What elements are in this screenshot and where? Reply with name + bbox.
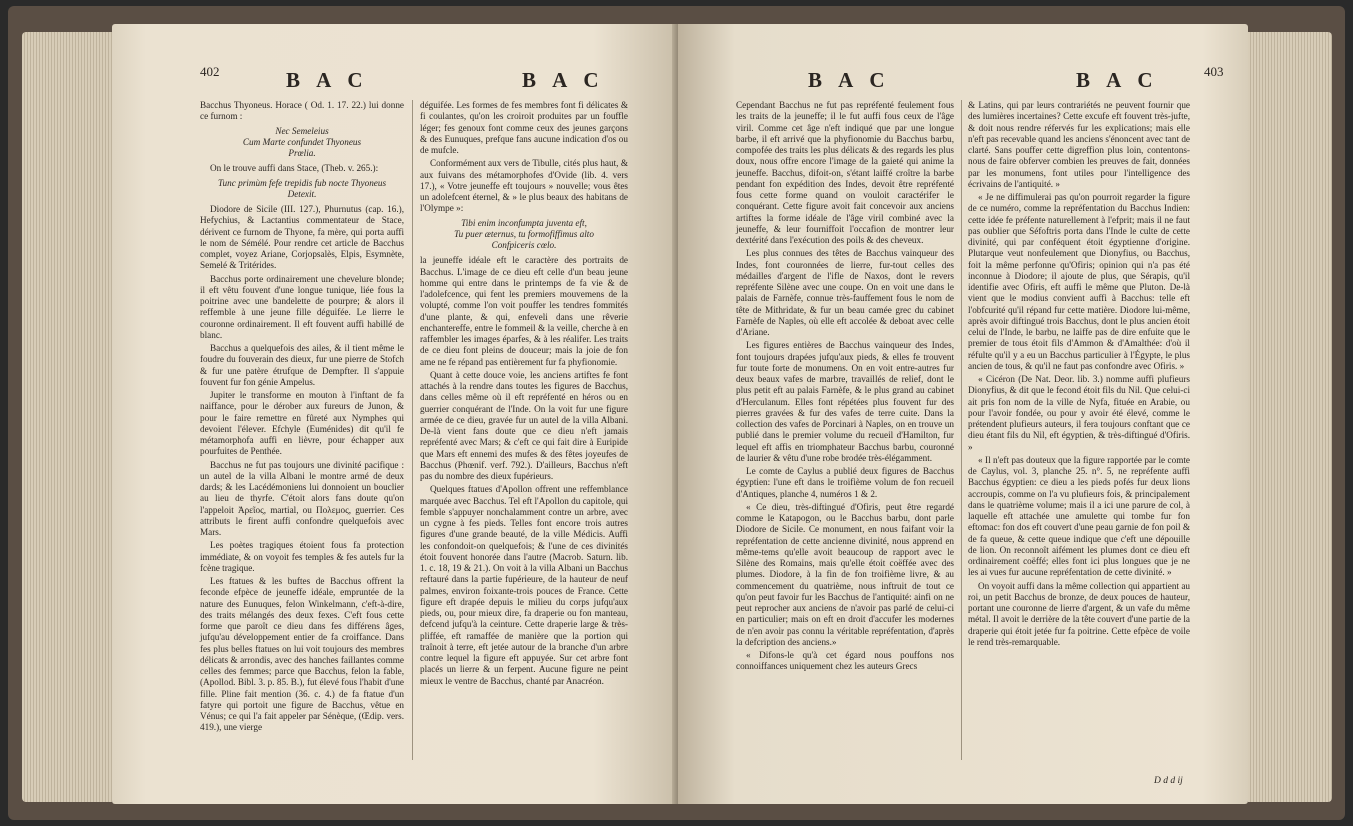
right-column-2 [968, 100, 1190, 650]
paragraph: « Ce dieu, très-diftingué d'Ofiris, peut être regardé comme le Katapogon, ou le Bacchus barbu, dont parle Diodore de Sicile. Ce monument, en nous faifant voir la repréfentation de cette ancienne divinité, nous apprend en même-tems qu'elle avoit beaucoup de rapport avec le Silène des Romains, mais qu'elle étoit coëffée avec des plumes. Diodore, à la fin de fon troifième livre, & au commencement du quatrième, nous inftruit de tout ce qu'on peut favoir fur les Bacchus de l'antiquité: ainfi on ne peut reprocher aux anciens de n'avoir pas parlé de celui-ci en particulier; mais on eft en droit d'accufer les modernes de n'en avoir pas connu la véritable repréfentation, d'après la defcription des anciens.» [736, 501, 954, 647]
left-column-1 [200, 100, 404, 736]
paragraph: Jupiter le transforme en mouton à l'inftant de fa naiffance, pour le dérober aux fureurs de Junon, & pour le faire remettre en fûreté aux Nymphes qui devoient l'élever. Efchyle (Euménides) dit qu'il fe métamorphofa auffi en lièvre, pour échapper aux pourfuites de Penthée. [200, 390, 404, 457]
verse-line: Nec Semeleius [275, 125, 329, 136]
right-page [678, 24, 1248, 804]
left-page [112, 24, 678, 804]
paragraph: Bacchus Thyoneus. Horace ( Od. 1. 17. 22.) lui donne ce furnom : [200, 100, 404, 122]
paragraph: « Difons-le qu'à cet égard nous pouffons nos connoiffances uniquement chez les auteurs Grecs [736, 650, 954, 672]
paragraph: Les ftatues & les buftes de Bacchus offrent la feconde efpèce de jeuneffe idéale, empruntée de la nature des Eunuques, felon Winkelmann, c'eft-à-dire, des traits mélangés des deux fexes. C'eft fous cette forme que paroît ce dieu dans fes différens âges, jufqu'au développement entier de fa croiffance. Dans fes plus belles ftatues on lui voit toujours des membres délicats & arrondis, avec des hanches faillantes comme celles des femmes; parce que Bacchus, felon la fable, (Apollod. Bibl. 3. p. 85. B.), fut élevé fous l'habit d'une fille. Pline fait mention (36. c. 4.) de fa ftatue d'un fatyre qui portoit une figure de Bacchus, vêtue en Vénus; ce qui l'a fait appeler par Sénèque, (Œdip. vers. 419.), une vierge [200, 576, 404, 733]
paragraph: « Je ne diffimulerai pas qu'on pourroit regarder la figure de ce numéro, comme la repréfentation du Bacchus Indien: cette idée fe préfente naturellement à l'efprit; mais il ne faut pas oublier que Séfoftris porta dans l'Inde le culte de cette divinité, qui par conféquent étoit égyptienne d'origine. Plutarque veut nonfeulement que Dionyfius, ou Bacchus, foit la même perfonne qu'Ofiris; opinion qui n'a pas été inconnue à Diodore; il ajoute de plus, que Sérapis, qu'il identifie avec Ofiris, eft auffi le même que Pluton. De-là vient que le modius convient auffi à Bacchus: telle eft l'obfcurité qu'il répand fur cette matière. Diodore lui-même, après avoir diftingué trois Bacchus, dont le plus ancien étoit celui de l'Inde, le barbu, ne laiffe pas de dire enfuite que le premier de tous étoit fils d'Ammon & d'Amalthée: d'où il réfulte qu'il y a eu un Bacchus particulier à l'Égypte, le plus ancien de tous, & qu'il ne faut pas confondre avec Ofiris. » [968, 192, 1190, 371]
column-rule [961, 100, 962, 760]
verse-line: Prœlia. [288, 148, 316, 158]
left-running-head: B A C [286, 68, 369, 92]
paragraph: Cependant Bacchus ne fut pas repréfenté feulement fous les traits de la jeuneffe; il le fut auffi fous ceux de l'âge viril. Comme cet âge n'eft indiqué que par une longue barbe, il eft arrivé que la phyfionomie du Bacchus barbu, compofée des traits les plus délicats & des regards les plus doux, nous offre encore l'image de la gaieté qui anime la jeuneffe. Bacchus, difoit-on, s'étant laiffé croître la barbe pendant fon expédition des Indes, devoit être repréfenté fous cette forme quand on vouloit caractérifer le conquérant. Cette figure avoit fait concevoir aux anciens artiftes la forme idéale de l'âge viril combiné avec la jeuneffe, & leur fourniffoit l'occafion de montrer leur dextérité dans l'exécution des poils & des cheveux. [736, 100, 954, 245]
paragraph: Bacchus a quelquefois des ailes, & il tient même le foudre du fouverain des dieux, fur une pierre de Stofch & fur une patère étrufque de Dempfter. Il s'appuie fouvent fur fon génie Ampelus. [200, 343, 404, 387]
right-column-1 [736, 100, 954, 675]
paragraph: Bacchus porte ordinairement une chevelure blonde; il eft vêtu fouvent d'une longue tunique, liée fous la poitrine avec une bandelette de pourpre; & alors il reffemble à une jeune fille déguifée. Le lierre le couronne ordinairement. Il eft fouvent auffi habillé de blanc. [200, 273, 404, 340]
verse-quote [200, 126, 404, 160]
verse-line: Tunc primùm fefe trepidis fub nocte Thyoneus [217, 177, 387, 188]
left-page-edges [22, 32, 112, 802]
signature-mark: D d d ij [1154, 776, 1183, 786]
verse-line: Tu puer æternus, tu formofiffimus alto [454, 228, 594, 239]
left-page-number: 402 [200, 64, 220, 79]
paragraph: Bacchus ne fut pas toujours une divinité pacifique : un autel de la villa Albani le montre armé de deux dards; & les Lacédémoniens lui donnoient un bouclier au lieu de thyrfe. C'étoit alors fans doute qu'on l'appeloit Ἀρεῖος, martial, ou Πολεμος, guerrier. Ces attributs le firent auffi confondre quelquefois avec Mars. [200, 459, 404, 537]
right-running-head-col2: B A C [1076, 68, 1159, 92]
verse-quote [200, 178, 404, 201]
paragraph: On voyoit auffi dans la même collection qui appartient au roi, un petit Bacchus de bronze, de deux pouces de hauteur, portant une couronne de lierre d'argent, & un vafe du même métal. Il avoit le derrière de la tête couvert d'une partie de la draperie qui étoit jetée fur fa poitrine. Cette efpèce de voile le rend très-remarquable. [968, 580, 1190, 647]
verse-line: Detexit. [287, 188, 317, 199]
paragraph: la jeuneffe idéale eft le caractère des portraits de Bacchus. L'image de ce dieu eft celle d'un beau jeune homme qui entre dans le printemps de fa vie & de l'adolefcence, qui fent les premiers mouvemens de la volupté, comme l'on voit pouffer les tendres fommités d'une plante, & qui, enfeveli dans une rêverie enchantereffe, entre le fommeil & la veille, cherche à en raffembler les images éparfes, & à les réalifer. Les traits de ce dieu font pleins de douceur; mais la joie de fon ame ne fe répand pas entièrement fur fa phyfionomie. [420, 255, 628, 367]
right-page-edges [1248, 32, 1332, 802]
right-running-head: B A C [808, 68, 891, 92]
verse-line: Tibi enim inconfumpta juventa eft, [461, 217, 587, 228]
paragraph: Conformément aux vers de Tibulle, cités plus haut, & aux fuivans des métamorphofes d'Ovide (lib. 4. vers 17.), « Votre jeuneffe eft toujours » nouvelle; vous êtes un adolefcent éternel, & » le plus beaux des habitans de l'Olympe »: [420, 158, 628, 214]
right-page-number: 403 [1204, 64, 1224, 79]
paragraph: Le comte de Caylus a publié deux figures de Bacchus égyptien: l'une eft dans le troifième volum de fon recueil d'Antiques, planche 4, numéros 1 & 2. [736, 466, 954, 499]
paragraph: On le trouve auffi dans Stace, (Theb. v. 265.): [210, 163, 379, 174]
paragraph: Les plus connues des têtes de Bacchus vainqueur des Indes, font couronnées de lierre, fur-tout celles des médailles d'argent de l'ifle de Naxos, dont le revers repréfente Silène avec une coupe. On en voit une dans le palais de Farnèfe, connue très-fauffement fous le nom de tête de Mithridate, & fur un beau camée grec du cabinet Farnèfe de Naples, où elle eft accolée & deboat avec celle d'Ariane. [736, 248, 954, 337]
paragraph: Les poètes tragiques étoient fous fa protection immédiate, & on voyoit fes temples & fes autels fur la fcène tragique. [200, 540, 404, 573]
verse-quote [420, 218, 628, 252]
verse-line: Cum Marte confundet Thyoneus [242, 136, 362, 147]
left-column-2 [420, 100, 628, 689]
paragraph: déguifée. Les formes de fes membres font fi délicates & fi coulantes, qu'on les croiroit produites par un fouffle léger; fes genoux font comme ceux des jeunes garçons & des Eunuques, prefque fans aucune indication d'os ou de mufcle. [420, 100, 628, 155]
paragraph: « Il n'eft pas douteux que la figure rapportée par le comte de Caylus, vol. 3, planche 25. n°. 5, ne repréfente auffi Bacchus égyptien: ce dieu a les pieds pofés fur deux lions accroupis, comme on l'a vu plufieurs fois, & principalement dans le quatrième volume; mais il a ici une parure de col, à laquelle eft attachée une amulette qui tombe fur fon eftomac: fon dos eft couvert d'une peau garnie de fon poil & de fa queue, & cette queue indique que c'eft une dépouille de lion. On reconnoît aifément les plumes dont ce dieu eft ordinairement coëffé; elles font ici plus longues que je ne les ai vues fur aucune repréfentation de cette divinité. » [968, 454, 1190, 578]
verse-line: Confpiceris cœlo. [491, 240, 557, 250]
paragraph: Quelques ftatues d'Apollon offrent une reffemblance marquée avec Bacchus. Tel eft l'Apollon du capitole, qui femble s'appuyer nonchalamment contre un arbre, avec un cygne à fes pieds. Telles font encore trois autres figures d'une grande beauté, de la ville Médicis. Auffi les confondoit-on quelquefois; & l'une de ces divinités étoit fouvent honorée dans l'autre (Macrob. Saturn. lib. 1. c. 18, 19 & 21.). On voit à la villa Albani un Bacchus reftauré dans la partie fupérieure, de la hauteur de neuf palmes, environ foixante-trois pouces de France. Cette figure eft drapée depuis le milieu du corps jufqu'aux pieds, ou, pour mieux dire, fa draperie ou fon manteau, defcend jufqu'à la ceinture. Cette draperie large & très-pliffée, eft ramaffée de manière que la portion qui traînoit à terre, eft jetée autour de la branche d'un arbre contre lequel la figure eft appuyée. Sur cet arbre font placés un lierre & un ferpent. Aucune figure ne peint mieux le ventre de Bacchus, chanté par Anacréon. [420, 484, 629, 686]
paragraph: Les figures entières de Bacchus vainqueur des Indes, font toujours drapées jufqu'aux pieds, & elles fe trouvent fur toute forte de monumens. On en voit entre-autres fur deux beaux vafes de marbre, travaillés de relief, dont le plus petit eft au palais Farnèfe, & le plus grand au cabinet d'Herculanum. Elles font répétées plus fouvent fur des pierres gravées & fur des vafes de terre cuite. Dans la collection des vafes de Porcinari à Naples, on en trouve un publié dans le premier volume du recueil d'Hamilton, fur lequel eft affis en triomphateur Bacchus barbu, couronné de laurier & vêtu d'une robe brodée très-élégamment. [736, 340, 954, 463]
paragraph: Diodore de Sicile (III. 127.), Phurnutus (cap. 16.), Hefychius, & Lactantius commentateur de Stace, dérivent ce furnom de Thyone, fa mère, qui porta auffi le nom de Sémélé. Pour rendre cet article de Bacchus complet, voyez Ariane, Corjopsalès, Elpis, Esymnète, Semelé & Tritérides. [200, 204, 404, 271]
column-rule [412, 100, 413, 760]
paragraph: « Cicéron (De Nat. Deor. lib. 3.) nomme auffi plufieurs Dionyfius, & dit que le fecond étoit fils du Nil. Que celui-ci ait pris fon nom de la ville de Nyfa, fituée en Arabie, ou pour l'avoir fondée, ou pour y avoir été élevé, comme le prétendent plufieurs auteurs, il fera toujours conftant que ce dieu étant fils du Nil, eft égyptien, & très-diftingué d'Ofiris. » [968, 374, 1190, 452]
paragraph: Quant à cette douce voie, les anciens artiftes fe font attachés à la rendre dans toutes les figures de Bacchus, dans celles même où il eft repréfenté en héros ou en guerrier conquérant de l'Inde. On la voit fur une figure armée de ce dieu, gravée fur un autel de la villa Albani. De-là vient fans doute que ce dieu n'eft jamais repréfenté avec Mars; & c'eft ce qui fait dire à Euripide que Mars eft ennemi des mufes & des fêtes joyeufes de Bacchus (Phœnif. verf. 792.). D'ailleurs, Bacchus n'eft pas du nombre des dieux fupérieurs. [420, 369, 628, 481]
left-running-head-col2: B A C [522, 68, 605, 92]
paragraph: & Latins, qui par leurs contrariétés ne peuvent fournir que des lumières incertaines? Cette excufe eft fouvent très-jufte, & doit nous rendre réfervés fur les explications; mais elle n'eft pas recevable quand les anciens s'énoncent avec tant de clarté. Sans pouffer cette digreffion plus loin, contentons-nous de faire obferver combien les preuves de fait, données par les monumens, font utiles pour l'intelligence des écrivains de l'antiquité. » [968, 100, 1190, 189]
book-spread [8, 6, 1345, 820]
